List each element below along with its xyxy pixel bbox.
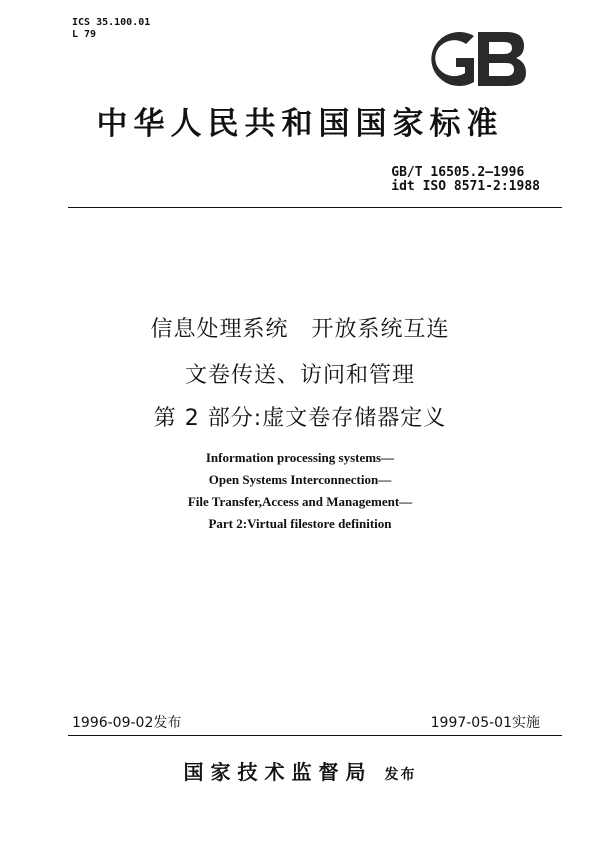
- title-cn-line3: 第 2 部分:虚文卷存储器定义: [153, 406, 447, 431]
- classification-codes: [72, 17, 150, 41]
- idt-reference: idt ISO 8571-2:1988: [391, 179, 540, 194]
- title-en-line4: Part 2:Virtual filestore definition: [208, 516, 392, 531]
- ccs-code: L 79: [72, 29, 97, 40]
- issuer-line: [0, 757, 600, 790]
- standard-type-title: 中华人民共和国国家标准: [96, 106, 504, 142]
- ics-code: ICS 35.100.01: [72, 17, 151, 28]
- standard-number-block: [391, 166, 540, 194]
- issuer-suffix: 发布: [384, 767, 417, 783]
- title-cn-line1: 信息处理系统 开放系统互连: [150, 317, 450, 342]
- title-cn-line2: 文卷传送、访问和管理: [184, 363, 415, 388]
- title-en-line1: Information processing systems—: [205, 450, 395, 465]
- standard-number: GB/T 16505.2—1996: [391, 165, 525, 180]
- title-en-line2: Open Systems Interconnection—: [208, 472, 392, 487]
- top-divider: [68, 207, 562, 208]
- issue-date: 1996-09-02发布: [72, 715, 182, 731]
- bottom-divider: [68, 735, 562, 736]
- title-en-line3: File Transfer,Access and Management—: [187, 494, 413, 509]
- gb-logo-icon: [426, 28, 528, 90]
- implement-date: 1997-05-01实施: [430, 715, 540, 731]
- issuer-name: 国家技术监督局: [183, 760, 373, 784]
